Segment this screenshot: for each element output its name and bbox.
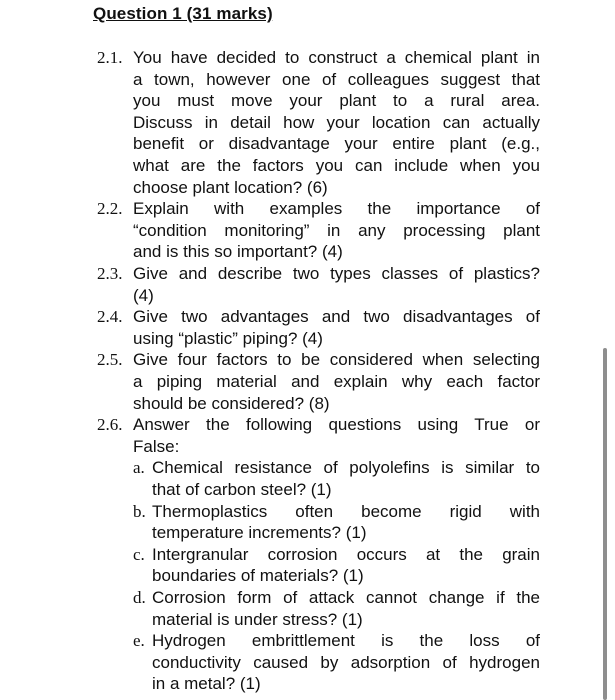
subquestion-letter: d. — [133, 588, 146, 607]
question-text-line: Give two advantages and two disadvantages of — [133, 307, 540, 327]
question-text-line: you must move your plant to a rural area. — [133, 91, 540, 111]
subquestion-letter: b. — [133, 501, 146, 521]
question-text-line: a piping material and explain why each factor — [133, 372, 540, 391]
question-text-line: (4) — [133, 285, 154, 305]
question-text-line: conductivity caused by adsorption of hydrogen — [152, 652, 540, 672]
question-text-line: “condition monitoring” in any processing plant — [133, 220, 540, 240]
question-text-line: a town, however one of colleagues suggest that — [133, 69, 540, 89]
question-text-line: what are the factors you can include when you — [133, 156, 540, 175]
question-text-line: False: — [133, 436, 180, 456]
question-text-line: Explain with examples the importance of — [133, 199, 540, 219]
page-title: Question 1 (31 marks) — [93, 4, 273, 23]
question-text-line: Give and describe two types classes of plastics? — [133, 264, 540, 283]
question-number: 2.5. — [97, 350, 123, 370]
question-text-line: choose plant location? (6) — [133, 177, 328, 197]
question-text-line: and is this so important? (4) — [133, 242, 343, 262]
question-text-line: temperature increments? (1) — [152, 523, 367, 543]
question-text-line: benefit or disadvantage your entire plant (e.g., — [133, 134, 540, 154]
question-text-line: should be considered? (8) — [133, 393, 330, 413]
question-text-line: in a metal? (1) — [152, 674, 261, 694]
question-text-line: Give four factors to be considered when selecting — [133, 350, 540, 370]
question-text-line: boundaries of materials? (1) — [152, 566, 364, 586]
subquestion-letter: e. — [133, 631, 145, 651]
question-number: 2.2. — [97, 199, 123, 219]
question-text-line: that of carbon steel? (1) — [152, 480, 332, 499]
question-text-line: Hydrogen embrittlement is the loss of — [152, 631, 540, 651]
question-number: 2.3. — [97, 264, 123, 283]
question-text-line: using “plastic” piping? (4) — [133, 328, 323, 348]
question-text-line: Answer the following questions using True or — [133, 415, 540, 435]
question-number: 2.6. — [97, 415, 123, 435]
question-text-line: Corrosion form of attack cannot change if the — [152, 588, 540, 607]
subquestion-letter: a. — [133, 458, 145, 478]
question-number: 2.1. — [97, 48, 123, 67]
question-text-line: You have decided to construct a chemical plant in — [133, 48, 540, 67]
question-text-line: material is under stress? (1) — [152, 609, 363, 629]
question-text-line: Discuss in detail how your location can actually — [133, 112, 540, 132]
question-number: 2.4. — [97, 307, 123, 327]
question-text-line: Chemical resistance of polyolefins is similar to — [152, 458, 540, 478]
question-text-line: Thermoplastics often become rigid with — [152, 501, 540, 521]
scrollbar[interactable] — [603, 348, 607, 700]
subquestion-letter: c. — [133, 544, 145, 564]
question-text-line: Intergranular corrosion occurs at the grain — [152, 544, 540, 564]
